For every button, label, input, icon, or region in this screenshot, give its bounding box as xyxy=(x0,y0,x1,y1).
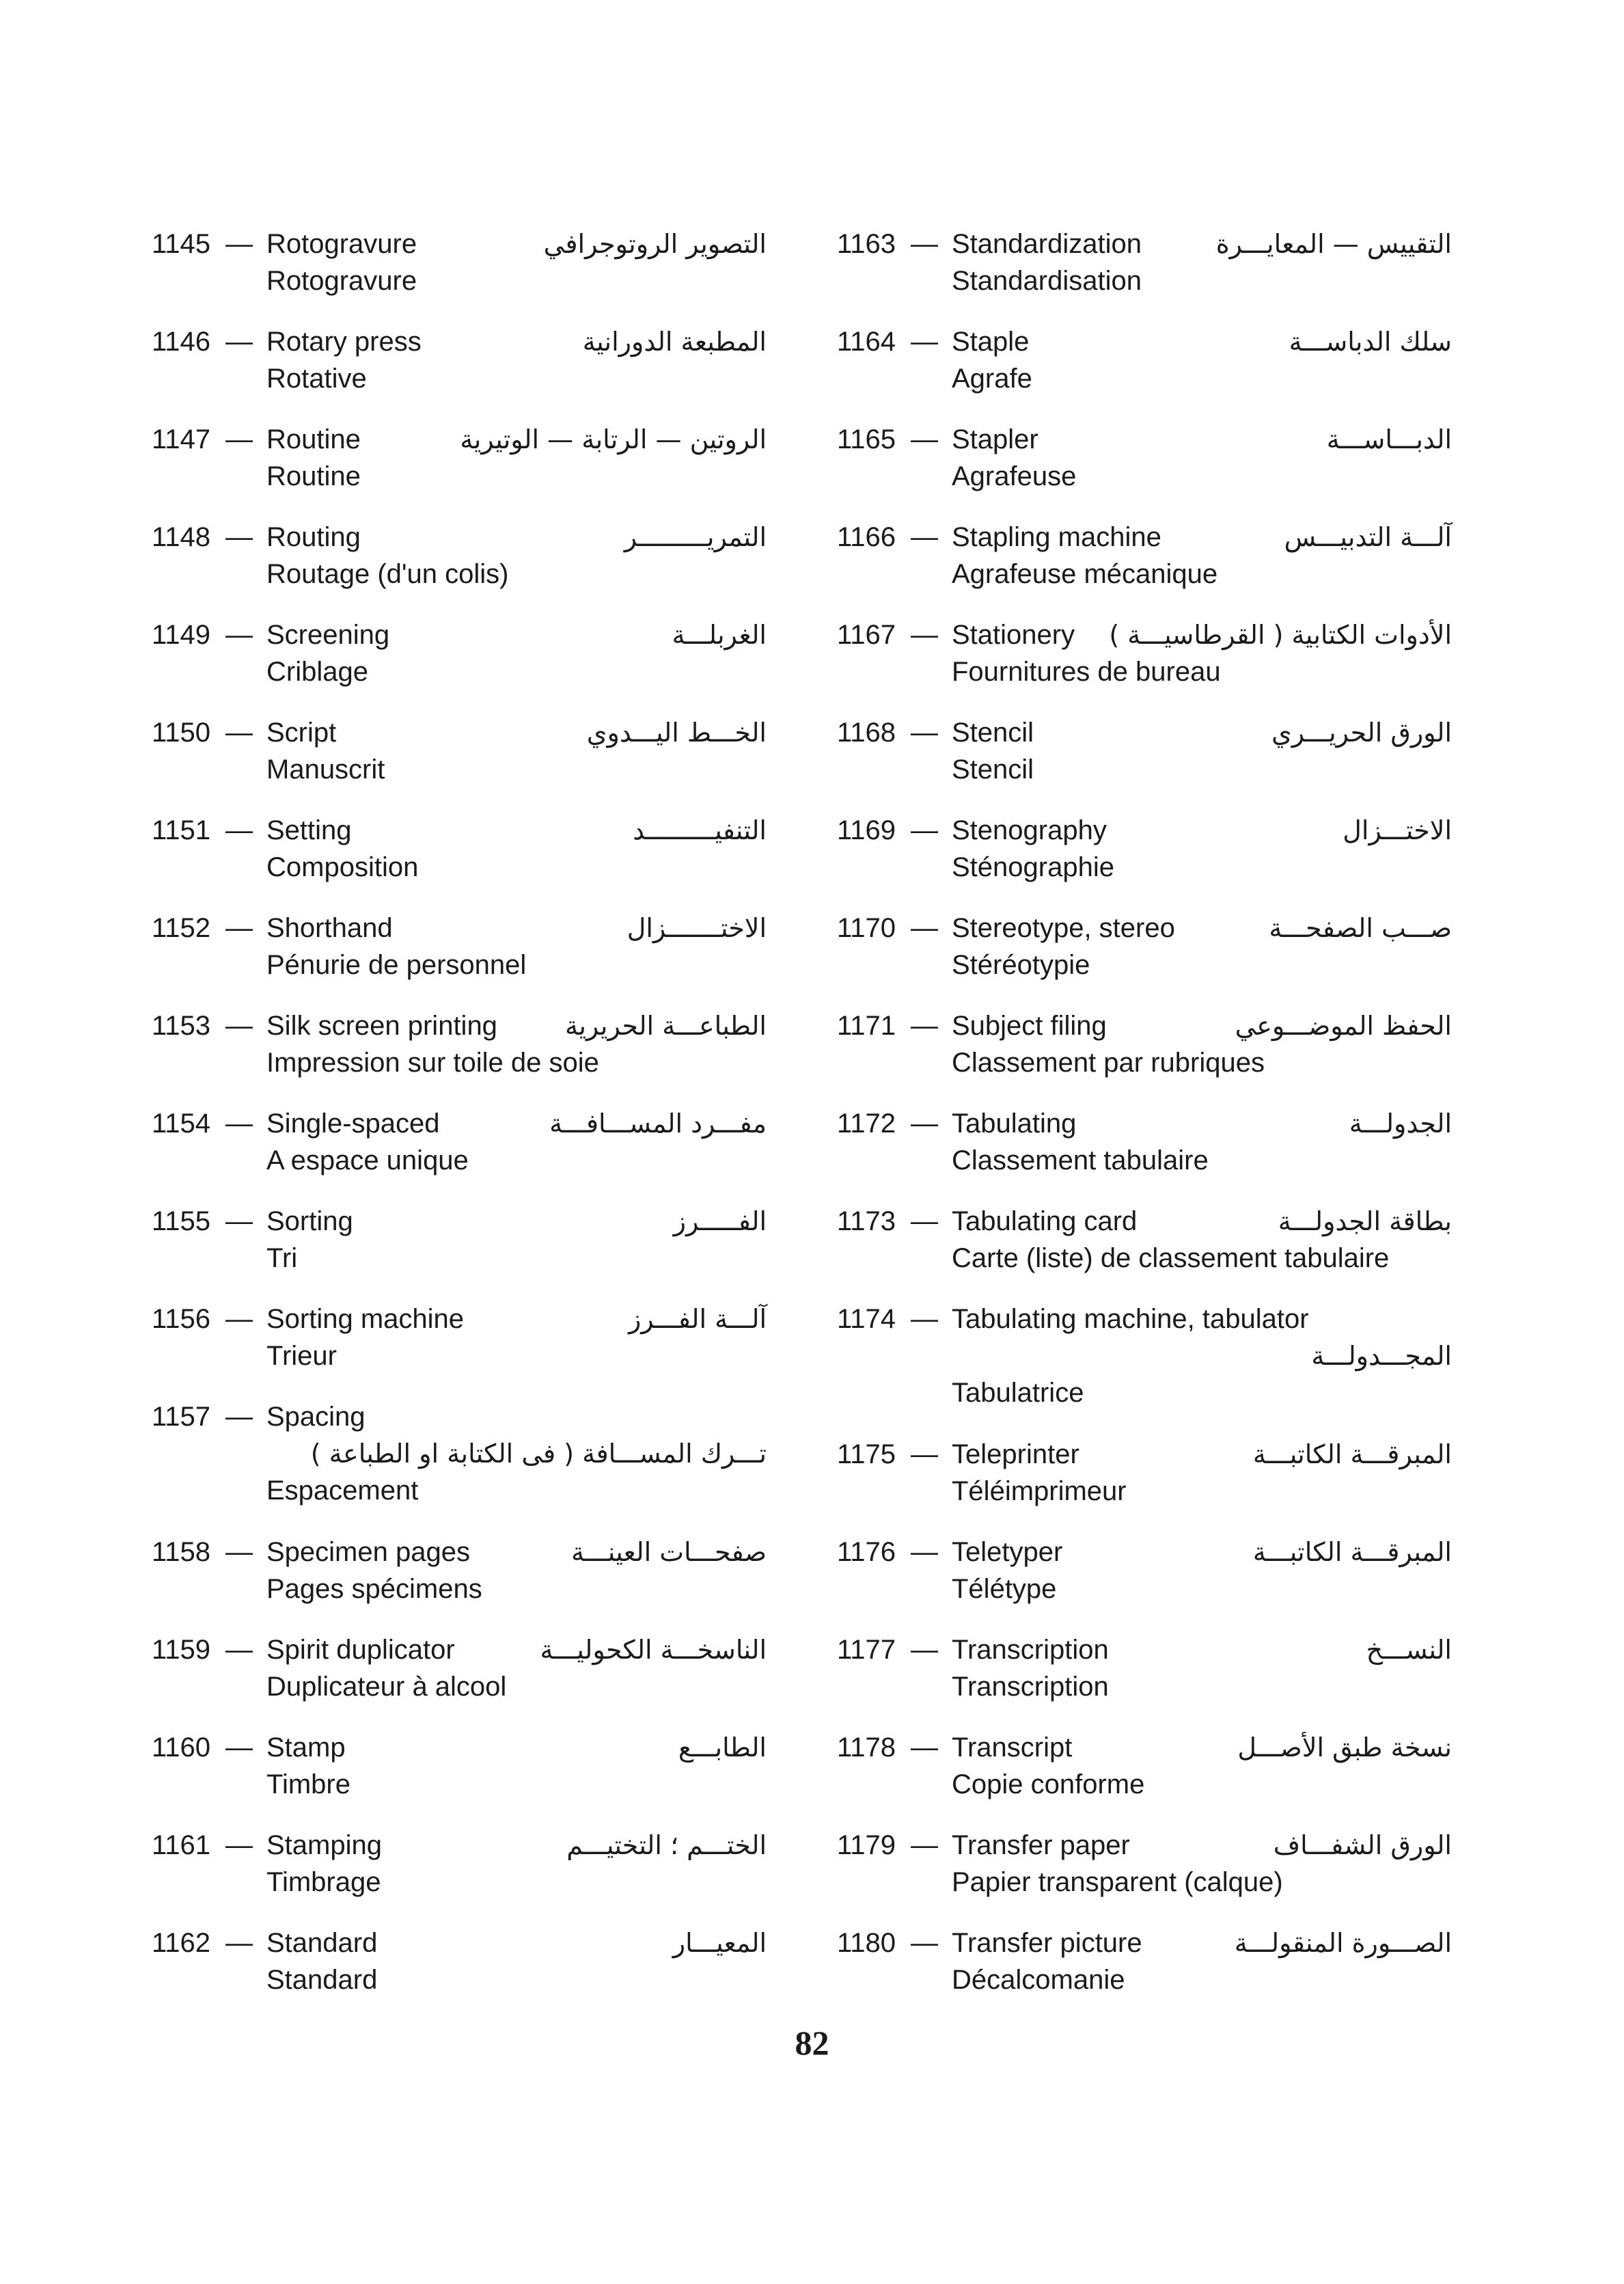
entry-english: Standardization xyxy=(952,229,1142,259)
entry-french: Standard xyxy=(266,1965,378,1995)
entry-arabic: التنفيـــــــــد xyxy=(633,815,767,845)
entry-arabic: الصـــورة المنقولـــة xyxy=(1234,1928,1452,1958)
entry-arabic: المعيـــار xyxy=(672,1928,767,1958)
entry-number: 1179 xyxy=(837,1830,896,1860)
entry-dash: — xyxy=(225,1635,253,1665)
entry xyxy=(152,421,767,519)
entry-english: Stereotype, stereo xyxy=(952,913,1175,943)
entry-dash: — xyxy=(225,1732,253,1763)
entry-dash: — xyxy=(225,522,253,552)
entry-french: Décalcomanie xyxy=(952,1965,1125,1995)
entry-english: Shorthand xyxy=(266,913,393,943)
entry-number: 1176 xyxy=(837,1537,896,1567)
entry-dash: — xyxy=(225,1928,253,1958)
entry-french: Espacement xyxy=(266,1476,419,1506)
entry-english: Screening xyxy=(266,620,390,650)
entry-french: Timbre xyxy=(266,1769,350,1799)
entry-arabic: الاختـــــــزال xyxy=(627,913,767,943)
entry-arabic: المبرقـــة الكاتبـــة xyxy=(1252,1537,1452,1567)
entry-dash: — xyxy=(225,815,253,845)
entry-dash: — xyxy=(911,424,938,454)
entry-arabic: الروتين — الرتابة — الوتيرية xyxy=(460,424,767,454)
entry-number: 1162 xyxy=(152,1928,211,1958)
entry xyxy=(837,226,1452,323)
entry xyxy=(152,1007,767,1105)
entry-french: Classement tabulaire xyxy=(952,1145,1209,1175)
entry-number: 1156 xyxy=(152,1304,211,1334)
entry-arabic: الفـــــرز xyxy=(673,1206,767,1236)
entry-french: Agrafeuse mécanique xyxy=(952,559,1218,589)
entry xyxy=(152,1631,767,1729)
entry-number: 1148 xyxy=(152,522,211,552)
entry-french: Routine xyxy=(266,461,361,491)
entry-english: Teleprinter xyxy=(952,1439,1079,1469)
entry-arabic: الجدولـــة xyxy=(1349,1109,1452,1139)
entry xyxy=(837,1007,1452,1105)
entry xyxy=(837,1436,1452,1534)
entry-number: 1166 xyxy=(837,522,896,552)
entry-dash: — xyxy=(911,522,938,552)
entry-number: 1145 xyxy=(152,229,211,259)
entry-french: Standardisation xyxy=(952,266,1142,296)
entry-number: 1146 xyxy=(152,327,211,357)
entry-english: Stenography xyxy=(952,815,1107,845)
entry xyxy=(837,323,1452,421)
entry-arabic: آلـــة التدبيـــس xyxy=(1284,522,1452,552)
entry xyxy=(837,1301,1452,1436)
entry-dash: — xyxy=(225,229,253,259)
entry-arabic: الغربلـــة xyxy=(672,620,767,650)
entry-english: Stamp xyxy=(266,1732,346,1763)
entry-number: 1153 xyxy=(152,1011,211,1041)
entry-dash: — xyxy=(911,1732,938,1763)
entry-french: Télétype xyxy=(952,1574,1057,1604)
entry-dash: — xyxy=(911,1635,938,1665)
entry-number: 1175 xyxy=(837,1439,896,1469)
entry xyxy=(152,1729,767,1827)
entry-dash: — xyxy=(911,718,938,748)
entry-french: Agrafeuse xyxy=(952,461,1077,491)
entry-english: Rotogravure xyxy=(266,229,417,259)
entry-number: 1173 xyxy=(837,1206,896,1236)
entry xyxy=(152,616,767,714)
entry-english: Sorting machine xyxy=(266,1304,465,1334)
entry-french: Classement par rubriques xyxy=(952,1048,1265,1078)
entry-dash: — xyxy=(225,1109,253,1139)
entry-arabic: الخـــط اليـــدوي xyxy=(586,718,767,748)
entry-french: Agrafe xyxy=(952,364,1032,394)
entry-english: Teletyper xyxy=(952,1537,1063,1567)
entry-number: 1161 xyxy=(152,1830,211,1860)
entry-dash: — xyxy=(225,327,253,357)
entry-arabic: صفحـــات العينـــة xyxy=(570,1537,767,1567)
entry-number: 1149 xyxy=(152,620,211,650)
entry-arabic: تـــرك المســـافة ( فى الكتابة او الطباعة ) xyxy=(310,1439,767,1469)
entry-french: Sténographie xyxy=(952,852,1114,882)
entry-arabic: الورق الشفـــاف xyxy=(1273,1830,1452,1860)
entry-english: Tabulating machine, tabulator xyxy=(952,1304,1309,1334)
entry xyxy=(837,1203,1452,1301)
entry-number: 1172 xyxy=(837,1109,896,1139)
entry-number: 1180 xyxy=(837,1928,896,1958)
entry-french: Papier transparent (calque) xyxy=(952,1867,1283,1897)
entry-dash: — xyxy=(225,913,253,943)
entry-dash: — xyxy=(225,718,253,748)
entry-french: Pages spécimens xyxy=(266,1574,482,1604)
entry-english: Routing xyxy=(266,522,361,552)
entry-dash: — xyxy=(911,620,938,650)
entry-french: Rotogravure xyxy=(266,266,417,296)
entry xyxy=(152,1105,767,1203)
entry xyxy=(837,1105,1452,1203)
entry-english: Spirit duplicator xyxy=(266,1635,455,1665)
entry-number: 1178 xyxy=(837,1732,896,1763)
entry-number: 1155 xyxy=(152,1206,211,1236)
entry xyxy=(837,421,1452,519)
entry-arabic: المبرقـــة الكاتبـــة xyxy=(1252,1439,1452,1469)
entry-dash: — xyxy=(911,913,938,943)
entry-dash: — xyxy=(225,1830,253,1860)
entry xyxy=(152,910,767,1007)
entry-english: Single-spaced xyxy=(266,1109,440,1139)
entry-dash: — xyxy=(911,1439,938,1469)
entry-english: Transfer paper xyxy=(952,1830,1130,1860)
entry-number: 1168 xyxy=(837,718,896,748)
entry-english: Routine xyxy=(266,424,361,454)
entry-english: Transfer picture xyxy=(952,1928,1142,1958)
entry-dash: — xyxy=(911,327,938,357)
entry-arabic: آلـــة الفـــرز xyxy=(628,1304,767,1334)
entry-arabic: سلك الدباســـة xyxy=(1289,327,1452,357)
entry-number: 1150 xyxy=(152,718,211,748)
entry-arabic: الأدوات الكتابية ( القرطاسيـــة ) xyxy=(1109,620,1452,650)
entry-dash: — xyxy=(225,1011,253,1041)
entry-number: 1165 xyxy=(837,424,896,454)
entry-arabic: الدبـــاســـة xyxy=(1326,424,1452,454)
entry-arabic: المطبعة الدورانية xyxy=(582,327,767,357)
entry-english: Transcript xyxy=(952,1732,1073,1763)
page-number: 82 xyxy=(795,2024,829,2062)
entry-english: Staple xyxy=(952,327,1030,357)
entry-dash: — xyxy=(911,1928,938,1958)
entry-english: Stencil xyxy=(952,718,1034,748)
entry-french: Trieur xyxy=(266,1341,337,1371)
entry-number: 1167 xyxy=(837,620,896,650)
entry-french: Copie conforme xyxy=(952,1769,1145,1799)
entry-arabic: النســـخ xyxy=(1366,1635,1452,1665)
entry-arabic: الختـــم ؛ التختيـــم xyxy=(566,1830,767,1860)
entry-french: Tri xyxy=(266,1243,298,1273)
entry xyxy=(837,1925,1452,2022)
entry-french: Stencil xyxy=(952,754,1034,785)
entry-number: 1177 xyxy=(837,1635,896,1665)
entry xyxy=(837,616,1452,714)
entry-french: Criblage xyxy=(266,657,368,687)
entry-arabic: التمريـــــــــر xyxy=(624,522,767,552)
entry-arabic: التقييس — المعايـــرة xyxy=(1215,229,1452,259)
entry-arabic: صـــب الصفحـــة xyxy=(1269,913,1452,943)
entry-english: Stapler xyxy=(952,424,1038,454)
entry-french: Routage (d'un colis) xyxy=(266,559,509,589)
entry-number: 1174 xyxy=(837,1304,896,1334)
entry-english: Setting xyxy=(266,815,352,845)
entry-english: Specimen pages xyxy=(266,1537,470,1567)
entry-french: Pénurie de personnel xyxy=(266,950,527,980)
entry-number: 1163 xyxy=(837,229,896,259)
entry-arabic: الناسخـــة الكحوليـــة xyxy=(540,1635,767,1665)
entry xyxy=(837,714,1452,812)
entry-french: Composition xyxy=(266,852,419,882)
entry xyxy=(152,519,767,616)
entry-french: Tabulatrice xyxy=(952,1378,1084,1408)
entry-number: 1152 xyxy=(152,913,211,943)
entry xyxy=(837,1534,1452,1631)
entry-arabic: التصوير الروتوجرافي xyxy=(543,229,767,259)
entry-number: 1170 xyxy=(837,913,896,943)
entry xyxy=(152,1534,767,1631)
entry-english: Stationery xyxy=(952,620,1075,650)
entry-number: 1169 xyxy=(837,815,896,845)
entry-number: 1171 xyxy=(837,1011,896,1041)
entry xyxy=(152,1925,767,2022)
entry xyxy=(152,1398,767,1534)
entry-dash: — xyxy=(911,1011,938,1041)
entry-number: 1164 xyxy=(837,327,896,357)
entry xyxy=(837,910,1452,1007)
entry-dash: — xyxy=(911,1304,938,1334)
entry-dash: — xyxy=(911,1206,938,1236)
entry-french: Timbrage xyxy=(266,1867,381,1897)
entry-english: Script xyxy=(266,718,337,748)
left-column xyxy=(152,226,767,2022)
entry-english: Standard xyxy=(266,1928,378,1958)
entry-arabic: الورق الحريـــري xyxy=(1271,718,1452,748)
entry-number: 1151 xyxy=(152,815,211,845)
entry-number: 1159 xyxy=(152,1635,211,1665)
entry-english: Sorting xyxy=(266,1206,353,1236)
entry-french: A espace unique xyxy=(266,1145,469,1175)
entry-number: 1160 xyxy=(152,1732,211,1763)
entry-french: Impression sur toile de soie xyxy=(266,1048,599,1078)
entry-arabic: الاختـــزال xyxy=(1343,815,1452,845)
entry-dash: — xyxy=(911,815,938,845)
entry-dash: — xyxy=(225,1206,253,1236)
entry-arabic: المجـــدولـــة xyxy=(1311,1341,1452,1371)
entry-english: Stamping xyxy=(266,1830,382,1860)
entry-french: Manuscrit xyxy=(266,754,385,785)
entry-french: Fournitures de bureau xyxy=(952,657,1221,687)
entry xyxy=(152,1301,767,1398)
entry-arabic: الحفظ الموضـــوعي xyxy=(1235,1011,1452,1041)
entry xyxy=(152,1827,767,1925)
entry-english: Silk screen printing xyxy=(266,1011,497,1041)
entry-dash: — xyxy=(911,1537,938,1567)
entry-number: 1157 xyxy=(152,1402,211,1432)
entry-french: Stéréotypie xyxy=(952,950,1090,980)
entry-french: Duplicateur à alcool xyxy=(266,1672,507,1702)
entry xyxy=(152,226,767,323)
entry-dash: — xyxy=(225,620,253,650)
entry-dash: — xyxy=(911,229,938,259)
entry-arabic: مفـــرد المســـافـــة xyxy=(549,1109,767,1139)
entry-arabic: نسخة طبق الأصـــل xyxy=(1237,1732,1452,1763)
right-column xyxy=(837,226,1452,2022)
entry-dash: — xyxy=(911,1830,938,1860)
entry-french: Transcription xyxy=(952,1672,1109,1702)
entry xyxy=(152,1203,767,1301)
entry-arabic: الطباعـــة الحريرية xyxy=(564,1011,767,1041)
entry-french: Téléimprimeur xyxy=(952,1476,1127,1506)
entry-english: Subject filing xyxy=(952,1011,1107,1041)
entry xyxy=(837,1729,1452,1827)
entry-arabic: الطابـــع xyxy=(678,1732,767,1763)
entry-dash: — xyxy=(911,1109,938,1139)
entry xyxy=(837,812,1452,910)
entry-english: Tabulating xyxy=(952,1109,1077,1139)
entry xyxy=(152,323,767,421)
entry-dash: — xyxy=(225,1537,253,1567)
entry xyxy=(837,1827,1452,1925)
entry xyxy=(152,714,767,812)
entry-english: Stapling machine xyxy=(952,522,1161,552)
entry-french: Carte (liste) de classement tabulaire xyxy=(952,1243,1390,1273)
entry-english: Transcription xyxy=(952,1635,1109,1665)
entry-dash: — xyxy=(225,424,253,454)
entry-number: 1154 xyxy=(152,1109,211,1139)
entry xyxy=(837,1631,1452,1729)
entry-dash: — xyxy=(225,1402,253,1432)
entry xyxy=(837,519,1452,616)
entry-arabic: بطاقة الجدولـــة xyxy=(1278,1206,1452,1236)
entry xyxy=(152,812,767,910)
entry-english: Spacing xyxy=(266,1402,366,1432)
entry-french: Rotative xyxy=(266,364,367,394)
entry-dash: — xyxy=(225,1304,253,1334)
entry-number: 1158 xyxy=(152,1537,211,1567)
entry-english: Tabulating card xyxy=(952,1206,1138,1236)
entry-english: Rotary press xyxy=(266,327,422,357)
entry-number: 1147 xyxy=(152,424,211,454)
